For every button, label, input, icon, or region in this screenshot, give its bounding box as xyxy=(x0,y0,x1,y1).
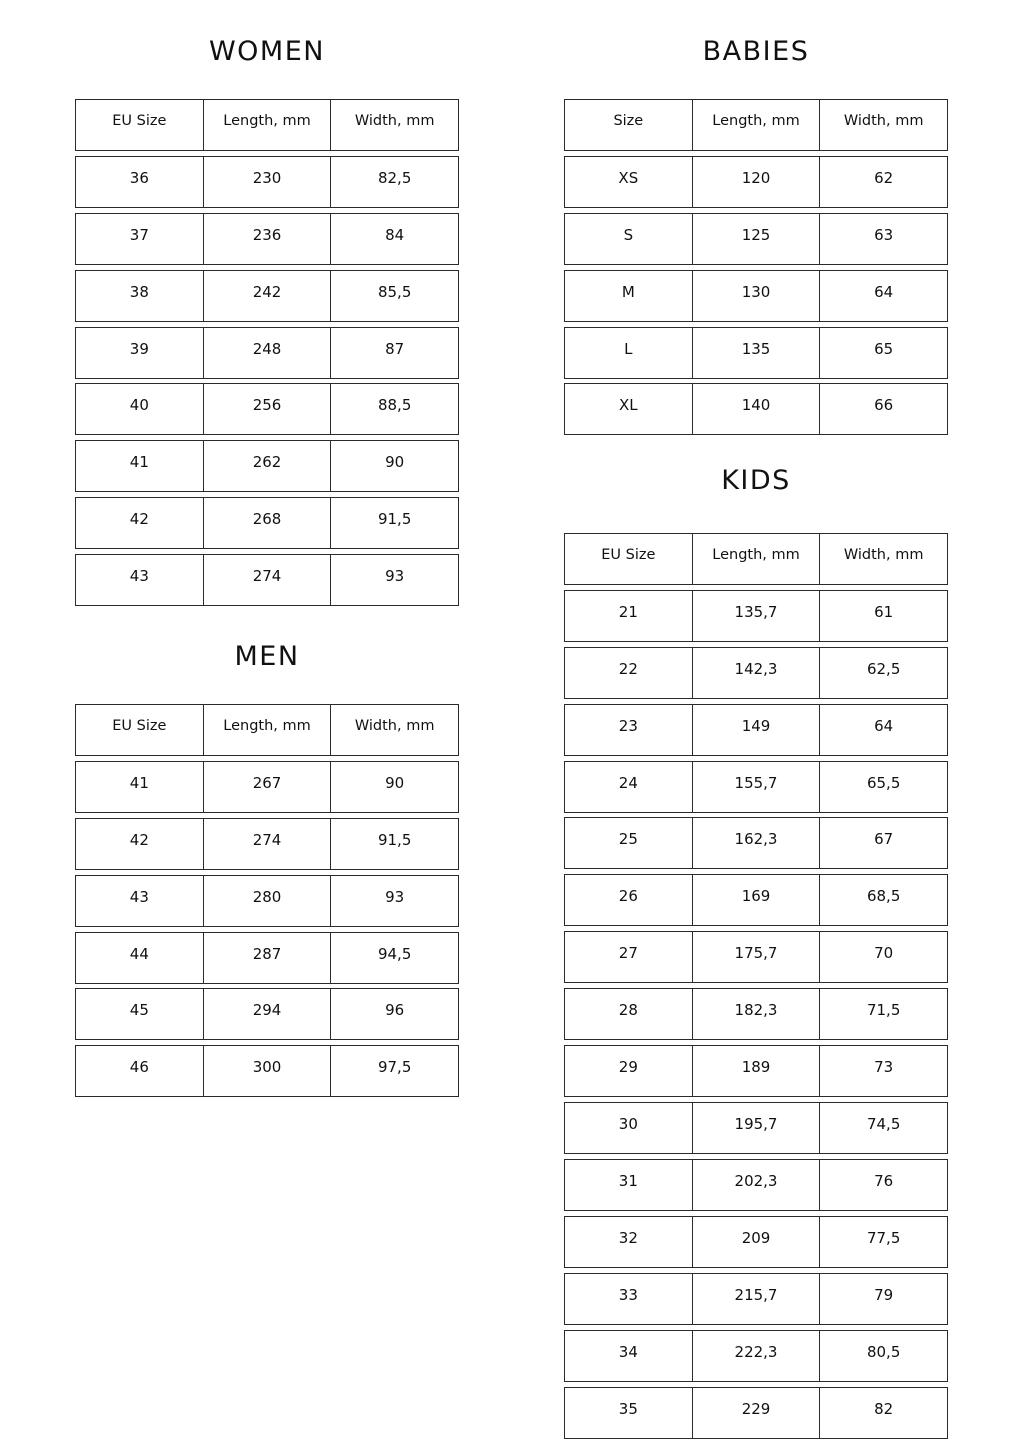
width-cell: 65,5 xyxy=(819,762,947,812)
length-cell: 222,3 xyxy=(692,1331,820,1381)
size-cell: 41 xyxy=(129,774,149,792)
kids-table-header xyxy=(564,533,948,585)
men-title: MEN xyxy=(234,641,300,672)
table-row xyxy=(75,875,459,927)
width-cell: 90 xyxy=(330,762,458,812)
width-cell: 67 xyxy=(819,818,947,868)
table-row xyxy=(564,647,948,699)
width-cell: 79 xyxy=(819,1274,947,1324)
width-cell: 97,5 xyxy=(330,1046,458,1096)
table-row xyxy=(75,440,459,492)
width-cell: 96 xyxy=(330,989,458,1039)
width-cell: 87 xyxy=(330,328,458,378)
size-cell: 43 xyxy=(129,888,149,906)
width-cell: 73 xyxy=(819,1046,947,1096)
width-cell: 82,5 xyxy=(330,157,458,207)
size-cell: 39 xyxy=(129,340,149,358)
width-cell: 74,5 xyxy=(819,1103,947,1153)
table-row xyxy=(564,988,948,1040)
size-cell: 29 xyxy=(618,1058,638,1076)
size-cell: 38 xyxy=(129,283,149,301)
length-cell: 215,7 xyxy=(692,1274,820,1324)
length-cell: 294 xyxy=(203,989,331,1039)
size-cell: 22 xyxy=(618,660,638,678)
length-cell: 280 xyxy=(203,876,331,926)
table-row xyxy=(564,704,948,756)
width-cell: 85,5 xyxy=(330,271,458,321)
size-cell: XS xyxy=(618,169,639,187)
length-cell: 169 xyxy=(692,875,820,925)
size-cell: 41 xyxy=(129,453,149,471)
size-cell: 42 xyxy=(129,831,149,849)
header-size: EU Size xyxy=(112,113,167,129)
width-cell: 84 xyxy=(330,214,458,264)
width-cell: 70 xyxy=(819,932,947,982)
width-cell: 71,5 xyxy=(819,989,947,1039)
length-cell: 229 xyxy=(692,1388,820,1438)
table-row xyxy=(75,383,459,435)
table-row xyxy=(564,1273,948,1325)
size-cell: 37 xyxy=(129,226,149,244)
size-cell: 35 xyxy=(618,1400,638,1418)
length-cell: 230 xyxy=(203,157,331,207)
length-cell: 236 xyxy=(203,214,331,264)
header-size: EU Size xyxy=(112,718,167,734)
length-cell: 256 xyxy=(203,384,331,434)
length-cell: 262 xyxy=(203,441,331,491)
width-cell: 65 xyxy=(819,328,947,378)
header-size: EU Size xyxy=(601,547,656,563)
table-row xyxy=(564,817,948,869)
length-cell: 209 xyxy=(692,1217,820,1267)
width-cell: 62 xyxy=(819,157,947,207)
width-cell: 66 xyxy=(819,384,947,434)
width-cell: 62,5 xyxy=(819,648,947,698)
size-cell: S xyxy=(623,226,634,244)
length-cell: 274 xyxy=(203,555,331,605)
size-cell: 28 xyxy=(618,1001,638,1019)
babies-table-header xyxy=(564,99,948,151)
width-cell: 91,5 xyxy=(330,498,458,548)
table-row xyxy=(75,554,459,606)
table-row xyxy=(564,327,948,379)
width-cell: 93 xyxy=(330,555,458,605)
width-cell: 82 xyxy=(819,1388,947,1438)
size-cell: 33 xyxy=(618,1286,638,1304)
size-cell: 32 xyxy=(618,1229,638,1247)
size-cell: 24 xyxy=(618,774,638,792)
table-row xyxy=(75,327,459,379)
length-cell: 300 xyxy=(203,1046,331,1096)
header-length: Length, mm xyxy=(692,100,820,150)
size-cell: 43 xyxy=(129,567,149,585)
table-row xyxy=(75,818,459,870)
width-cell: 61 xyxy=(819,591,947,641)
header-width: Width, mm xyxy=(819,534,947,584)
length-cell: 202,3 xyxy=(692,1160,820,1210)
header-width: Width, mm xyxy=(330,705,458,755)
width-cell: 90 xyxy=(330,441,458,491)
size-cell: 26 xyxy=(618,887,638,905)
size-cell: 23 xyxy=(618,717,638,735)
length-cell: 162,3 xyxy=(692,818,820,868)
table-row xyxy=(564,1387,948,1439)
width-cell: 64 xyxy=(819,705,947,755)
men-table-header xyxy=(75,704,459,756)
women-title: WOMEN xyxy=(208,36,325,67)
size-cell: 40 xyxy=(129,396,149,414)
size-cell: 44 xyxy=(129,945,149,963)
length-cell: 195,7 xyxy=(692,1103,820,1153)
length-cell: 268 xyxy=(203,498,331,548)
size-cell: M xyxy=(621,283,635,301)
width-cell: 93 xyxy=(330,876,458,926)
header-length: Length, mm xyxy=(692,534,820,584)
length-cell: 142,3 xyxy=(692,648,820,698)
header-size: Size xyxy=(613,113,644,129)
width-cell: 80,5 xyxy=(819,1331,947,1381)
length-cell: 130 xyxy=(692,271,820,321)
length-cell: 242 xyxy=(203,271,331,321)
table-row xyxy=(564,1102,948,1154)
table-row xyxy=(564,156,948,208)
table-row xyxy=(564,761,948,813)
length-cell: 274 xyxy=(203,819,331,869)
length-cell: 125 xyxy=(692,214,820,264)
table-row xyxy=(564,270,948,322)
babies-title: BABIES xyxy=(702,36,810,67)
header-width: Width, mm xyxy=(819,100,947,150)
width-cell: 76 xyxy=(819,1160,947,1210)
table-row xyxy=(564,1045,948,1097)
table-row xyxy=(564,590,948,642)
length-cell: 149 xyxy=(692,705,820,755)
table-row xyxy=(564,1159,948,1211)
length-cell: 120 xyxy=(692,157,820,207)
width-cell: 94,5 xyxy=(330,933,458,983)
width-cell: 88,5 xyxy=(330,384,458,434)
table-row xyxy=(564,1216,948,1268)
size-cell: 46 xyxy=(129,1058,149,1076)
table-row xyxy=(75,1045,459,1097)
table-row xyxy=(75,932,459,984)
length-cell: 135 xyxy=(692,328,820,378)
women-table-header xyxy=(75,99,459,151)
size-cell: 25 xyxy=(618,830,638,848)
table-row xyxy=(75,497,459,549)
width-cell: 68,5 xyxy=(819,875,947,925)
header-length: Length, mm xyxy=(203,100,331,150)
size-cell: 36 xyxy=(129,169,149,187)
length-cell: 267 xyxy=(203,762,331,812)
size-cell: 34 xyxy=(618,1343,638,1361)
table-row xyxy=(75,761,459,813)
size-cell: 30 xyxy=(618,1115,638,1133)
size-cell: 31 xyxy=(618,1172,638,1190)
length-cell: 189 xyxy=(692,1046,820,1096)
table-row xyxy=(75,270,459,322)
header-length: Length, mm xyxy=(203,705,331,755)
table-row xyxy=(75,988,459,1040)
length-cell: 135,7 xyxy=(692,591,820,641)
length-cell: 182,3 xyxy=(692,989,820,1039)
length-cell: 287 xyxy=(203,933,331,983)
kids-title: KIDS xyxy=(721,465,791,496)
size-cell: 21 xyxy=(618,603,638,621)
table-row xyxy=(564,1330,948,1382)
size-cell: 45 xyxy=(129,1001,149,1019)
size-cell: XL xyxy=(619,396,638,414)
table-row xyxy=(75,213,459,265)
table-row xyxy=(564,931,948,983)
size-cell: 27 xyxy=(618,944,638,962)
size-cell: 42 xyxy=(129,510,149,528)
length-cell: 175,7 xyxy=(692,932,820,982)
width-cell: 64 xyxy=(819,271,947,321)
width-cell: 63 xyxy=(819,214,947,264)
table-row xyxy=(564,874,948,926)
header-width: Width, mm xyxy=(330,100,458,150)
table-row xyxy=(564,213,948,265)
width-cell: 77,5 xyxy=(819,1217,947,1267)
size-cell: L xyxy=(624,340,633,358)
table-row xyxy=(75,156,459,208)
width-cell: 91,5 xyxy=(330,819,458,869)
length-cell: 248 xyxy=(203,328,331,378)
length-cell: 155,7 xyxy=(692,762,820,812)
table-row xyxy=(564,383,948,435)
length-cell: 140 xyxy=(692,384,820,434)
